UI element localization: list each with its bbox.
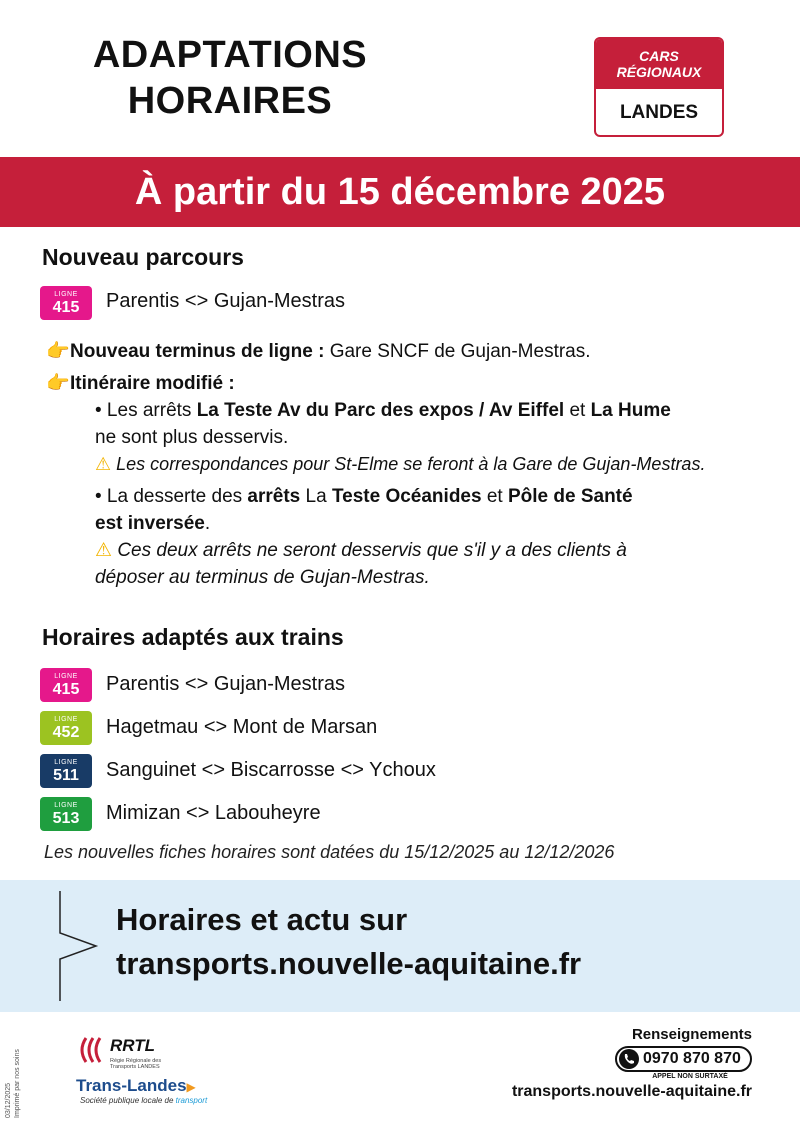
bullet-2-end (95, 510, 210, 537)
line-badge-label: LIGNE (54, 673, 78, 680)
line-badge-511 (40, 754, 92, 788)
line-badge-513 (40, 797, 92, 831)
itineraire-label: Itinéraire modifié : (70, 373, 235, 394)
line-name: Parentis <> Gujan-Mestras (106, 290, 345, 312)
brand-top-line-1: CARS (639, 48, 679, 64)
bullet-2-stop-b: Pôle de Santé (507, 486, 633, 507)
line-badge-number: 415 (52, 299, 80, 316)
line-badge-label: LIGNE (54, 291, 78, 298)
terminus-value: Gare SNCF de Gujan-Mestras. (324, 341, 591, 362)
date-banner: À partir du 15 décembre 2025 (0, 157, 800, 227)
play-icon: ▶ (186, 1080, 196, 1094)
warning-1-text: Les correspondances pour St-Elme se feront à la Gare de Gujan-Mestras. (116, 454, 706, 474)
bullet-1-text-c: et (564, 400, 591, 421)
section-title-horaires-trains: Horaires adaptés aux trains (42, 624, 344, 650)
brand-bottom: LANDES (619, 102, 699, 123)
print-date: 03/12/2025 (5, 1082, 12, 1118)
footnote: Les nouvelles fiches horaires sont datées du 15/12/2025 au 12/12/2026 (44, 842, 615, 862)
rrtl-name: RRTL (110, 1036, 156, 1055)
line-badge-label: LIGNE (54, 802, 78, 809)
line-badge-415 (40, 668, 92, 702)
brand-top (596, 39, 722, 89)
trans-landes-logo (76, 1076, 196, 1096)
bullet-2-text-c: La (300, 486, 332, 507)
phone-note: APPEL NON SURTAXÉ (652, 1073, 728, 1080)
bullet-1-text-a: • Les arrêts (95, 400, 197, 421)
warning-1 (95, 451, 705, 478)
trans-landes-sub-a: Société publique locale de (80, 1096, 176, 1105)
info-line-1: Horaires et actu sur (116, 902, 408, 937)
warning-2-line-2: déposer au terminus de Gujan-Mestras. (95, 567, 430, 588)
bullet-2-text-g: est inversée (95, 513, 205, 534)
bullet-1 (95, 397, 671, 424)
bullet-1-end: ne sont plus desservis. (95, 427, 289, 448)
line-badge-452 (40, 711, 92, 745)
phone-number[interactable]: 0970 870 870 (643, 1050, 741, 1067)
line-badge-label: LIGNE (54, 716, 78, 723)
line-name: Parentis <> Gujan-Mestras (106, 673, 345, 695)
line-name: Mimizan <> Labouheyre (106, 802, 321, 824)
brand-badge (594, 37, 724, 137)
line-badge-number: 452 (52, 724, 80, 741)
warning-2-text-1: Ces deux arrêts ne seront desservis que s'il y a des clients à (117, 540, 627, 561)
itineraire-line (46, 370, 235, 397)
terminus-line (46, 338, 591, 365)
print-info (4, 1049, 22, 1118)
warning-icon: ⚠ (95, 540, 113, 561)
warning-2 (95, 537, 627, 564)
section-title-nouveau-parcours: Nouveau parcours (42, 244, 244, 270)
bullet-2-text-a: • La desserte des (95, 486, 248, 507)
print-note: Imprimé par nos soins (14, 1049, 21, 1118)
info-url[interactable]: transports.nouvelle-aquitaine.fr (116, 946, 582, 981)
bullet-2-stop-a: Teste Océanides (331, 486, 482, 507)
phone-box[interactable] (615, 1046, 752, 1072)
pointing-hand-icon: 👉 (46, 341, 70, 362)
footer-url[interactable]: transports.nouvelle-aquitaine.fr (511, 1083, 752, 1100)
bullet-1-stop-a: La Teste Av du Parc des expos / Av Eiffel (196, 400, 565, 421)
trans-landes-name: Trans-Landes (76, 1076, 187, 1095)
line-name: Sanguinet <> Biscarrosse <> Ychoux (106, 759, 436, 781)
bullet-2 (95, 483, 633, 510)
bullet-2-text-h: . (204, 513, 211, 534)
trans-landes-sub-b: transport (175, 1096, 208, 1105)
line-badge-number: 511 (53, 767, 79, 784)
line-badge-number: 415 (52, 681, 80, 698)
info-text (116, 898, 581, 986)
rrtl-logo-icon (76, 1036, 108, 1064)
line-name: Hagetmau <> Mont de Marsan (106, 716, 378, 738)
rrtl-subtitle: Régie Régionale des Transports LANDES (110, 1058, 162, 1070)
bullet-1-stop-b: La Hume (590, 400, 671, 421)
brand-top-line-2: RÉGIONAUX (616, 64, 702, 80)
bullet-2-text-e: et (481, 486, 508, 507)
trans-landes-subtitle (80, 1096, 207, 1105)
pointing-hand-icon: 👉 (46, 373, 70, 394)
phone-icon (619, 1049, 639, 1069)
line-badge-415 (40, 286, 92, 320)
line-badge-label: LIGNE (54, 759, 78, 766)
bullet-2-text-b: arrêts (247, 486, 301, 507)
page-title (40, 32, 420, 124)
title-line-1: ADAPTATIONS (92, 34, 368, 76)
terminus-label: Nouveau terminus de ligne : (70, 341, 325, 362)
renseignements-label: Renseignements (631, 1026, 752, 1043)
chevron-icon (56, 891, 102, 1001)
line-badge-number: 513 (52, 810, 80, 827)
title-line-2: HORAIRES (127, 80, 333, 122)
warning-icon: ⚠ (95, 454, 112, 474)
